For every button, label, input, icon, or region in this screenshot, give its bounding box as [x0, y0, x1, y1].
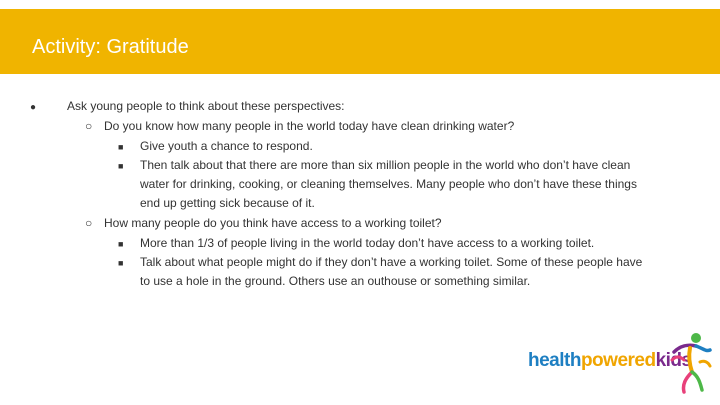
level2-bullet-q1: ○ [85, 119, 93, 133]
intro-text: Ask young people to think about these perspectives: [67, 99, 345, 113]
q1-item-1: Give youth a chance to respond. [140, 139, 313, 153]
q2-item-1: More than 1/3 of people living in the world today don’t have access to a working toilet. [140, 236, 595, 250]
stick-figure-cartwheel-icon [666, 330, 714, 396]
logo-health: health [528, 350, 581, 371]
slide-title: Activity: Gratitude [32, 36, 189, 58]
level1-bullet: ● [30, 102, 37, 113]
level3-bullet: ■ [118, 161, 124, 171]
question-2: How many people do you think have access to a working toilet? [104, 216, 442, 230]
logo-powered: powered [580, 350, 656, 371]
question-1: Do you know how many people in the world today have clean drinking water? [104, 119, 515, 133]
healthpoweredkids-logo [528, 330, 714, 396]
q1-item-2-line-1: Then talk about that there are more than six million people in the world who don’t have clean [140, 158, 631, 172]
q2-item-2-line-1: Talk about what people might do if they don’t have a working toilet. Some of these people have [140, 255, 643, 269]
level2-bullet-q2: ○ [85, 216, 93, 230]
level3-bullet: ■ [118, 239, 124, 249]
level3-bullet: ■ [118, 142, 124, 152]
level3-bullet: ■ [118, 258, 124, 268]
logo-kids: kids [655, 350, 692, 371]
q1-item-2-line-3: end up getting sick because of it. [140, 196, 315, 210]
q1-item-2-line-2: water for drinking, cooking, or cleaning themselves. Many people who don’t have these things [140, 177, 637, 191]
q2-item-2-line-2: to use a hole in the ground. Others use an outhouse or something similar. [140, 274, 531, 288]
